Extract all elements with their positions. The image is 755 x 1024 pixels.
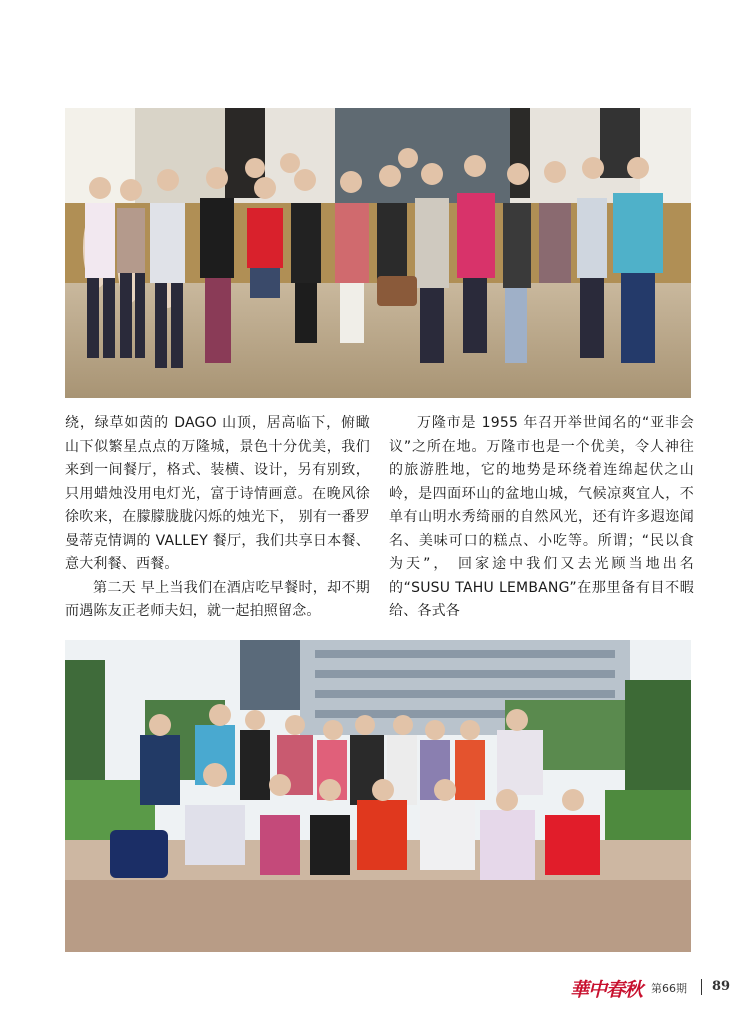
group-photo-lobby-image bbox=[65, 108, 691, 398]
article-paragraph: 第二天 早上当我们在酒店吃早餐时，却不期而遇陈友正老师夫妇，就一起拍照留念。 bbox=[65, 579, 370, 619]
footer-divider bbox=[701, 979, 702, 995]
group-photo-garden bbox=[65, 640, 691, 952]
magazine-logo: 華中春秋 bbox=[570, 979, 643, 1001]
article-paragraph: 万隆市是 1955 年召开举世闻名的“亚非会议”之所在地。万隆市也是一个优美，令人神往的旅游胜地，它的地势是环绕着连绵起伏之山岭，是四面环山的盆地山城，气候凉爽宜人，不单有山明水秀绮丽的自然风光，还有许多遐迩闻名、美味可口的糕点、小吃等。所谓；“民以食为天”， 回家途中我们又去光顾当地出名的“SUSU TAHU LEMBANG”在那里备有目不暇给、各式各 bbox=[389, 415, 694, 619]
issue-number: 第66期 bbox=[651, 982, 687, 995]
group-photo-garden-image bbox=[65, 640, 691, 952]
page-footer bbox=[560, 977, 740, 1001]
article-paragraph: 绕，绿草如茵的 DAGO 山顶，居高临下，俯瞰山下似繁星点点的万隆城，景色十分优美，我们来到一间餐厅，格式、装横、设计，另有别致，只用蜡烛没用电灯光，富于诗情画意。在晚风徐徐吹来，在朦朦胧胧闪烁的烛光下， 别有一番罗曼蒂克情调的 VALLEY 餐厅，我们共享日本餐、意大利餐、西餐。 bbox=[65, 415, 370, 572]
article-column-right bbox=[389, 412, 694, 622]
group-photo-lobby bbox=[65, 108, 691, 398]
article-column-left bbox=[65, 412, 370, 622]
page-number: 89 bbox=[712, 979, 731, 994]
